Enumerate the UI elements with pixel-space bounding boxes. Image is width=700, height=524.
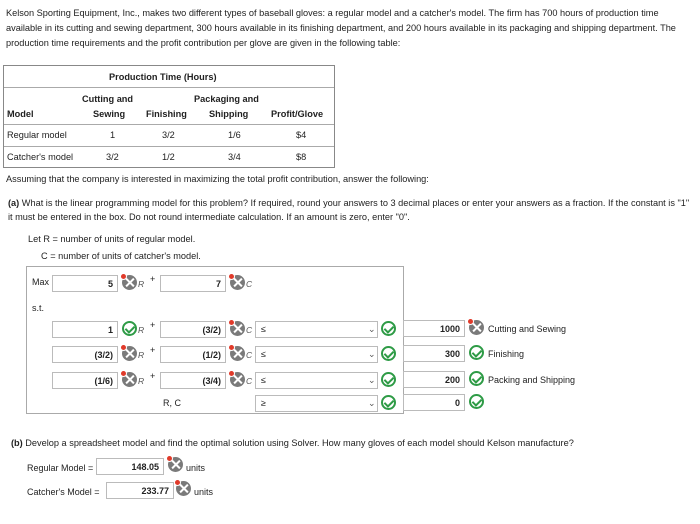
- incorrect-icon: [230, 275, 245, 290]
- constraint-2-c-input[interactable]: (1/2): [160, 346, 226, 363]
- chevron-down-icon: ⌄: [368, 324, 376, 334]
- constraint-3-r-input[interactable]: (1/6): [52, 372, 118, 389]
- incorrect-icon: [176, 481, 191, 496]
- question-a-text: What is the linear programming model for this problem? If required, round your answers to 3 decimal places or enter your answers as a fraction. If the constant is "1" it must be entered in the box. Do not round intermediate calculation. If an amount is zero, enter "0".: [8, 198, 690, 222]
- row-regular-fin: 3/2: [162, 130, 175, 140]
- catcher-model-input[interactable]: 233.77: [106, 482, 174, 499]
- nonneg-vars-label: R, C: [163, 398, 181, 408]
- constraint-1-rhs-input[interactable]: 1000: [403, 320, 465, 337]
- nonneg-operator-select[interactable]: [255, 395, 378, 412]
- objective-r-input[interactable]: 5: [52, 275, 118, 292]
- var-c-label: C: [246, 350, 253, 360]
- var-r-label: R: [138, 325, 145, 335]
- check-icon: [122, 321, 137, 336]
- chevron-down-icon: ⌄: [368, 375, 376, 385]
- header-finishing: Finishing: [146, 109, 187, 119]
- let-c-definition: C = number of units of catcher's model.: [41, 251, 201, 261]
- question-a-label: (a): [8, 198, 20, 208]
- operator-value: ≥: [261, 398, 266, 408]
- row-catcher-pack: 3/4: [228, 152, 241, 162]
- question-a: [8, 196, 692, 224]
- check-icon: [381, 395, 396, 410]
- plus-sign: +: [150, 371, 156, 381]
- var-c-label: C: [246, 279, 253, 289]
- constraint-2-operator-select[interactable]: [255, 346, 378, 363]
- constraint-3-c-input[interactable]: (3/4): [160, 372, 226, 389]
- production-table: [3, 65, 335, 168]
- constraint-3-operator-select[interactable]: [255, 372, 378, 389]
- incorrect-icon: [122, 346, 137, 361]
- assumption-text: Assuming that the company is interested in maximizing the total profit contribution, answer the following:: [6, 174, 429, 184]
- units-label: units: [194, 487, 214, 497]
- row-regular-model: Regular model: [7, 130, 67, 140]
- header-profit: Profit/Glove: [271, 109, 324, 119]
- chevron-down-icon: ⌄: [368, 398, 376, 408]
- incorrect-icon: [122, 372, 137, 387]
- row-catcher-model: Catcher's model: [7, 152, 74, 162]
- row-regular-profit: $4: [296, 130, 307, 140]
- incorrect-icon: [122, 275, 137, 290]
- regular-model-input[interactable]: 148.05: [96, 458, 164, 475]
- incorrect-icon: [230, 346, 245, 361]
- incorrect-icon: [168, 457, 183, 472]
- problem-intro: Kelson Sporting Equipment, Inc., makes two different types of baseball gloves: a regular model and a catcher's model. The firm has 700 hours of production time available in its cutting and sewing department, 300 hours available in its finishing department, and 200 hours available in its packaging and shipping department. The production time requirements and the profit contribution per glove are given in the following table:: [6, 8, 676, 48]
- incorrect-icon: [230, 321, 245, 336]
- constraint-2-name: Finishing: [488, 349, 525, 359]
- chevron-down-icon: ⌄: [368, 349, 376, 359]
- objective-c-input[interactable]: 7: [160, 275, 226, 292]
- check-icon: [381, 372, 396, 387]
- catcher-model-label: Catcher's Model =: [27, 487, 100, 497]
- header-cutting: Cutting and: [82, 94, 134, 104]
- constraint-3-name: Packing and Shipping: [488, 375, 576, 385]
- operator-value: ≤: [261, 349, 266, 359]
- var-r-label: R: [138, 279, 145, 289]
- var-c-label: C: [246, 325, 253, 335]
- question-b-label: (b): [11, 438, 23, 448]
- units-label: units: [186, 463, 206, 473]
- incorrect-icon: [469, 320, 484, 335]
- plus-sign: +: [150, 320, 156, 330]
- check-icon: [469, 345, 484, 360]
- constraint-2-r-input[interactable]: (3/2): [52, 346, 118, 363]
- check-icon: [469, 371, 484, 386]
- var-c-label: C: [246, 376, 253, 386]
- let-r-definition: Let R = number of units of regular model.: [28, 234, 196, 244]
- check-icon: [381, 321, 396, 336]
- row-regular-cut: 1: [110, 130, 116, 140]
- max-label: Max: [32, 277, 50, 287]
- constraint-2-rhs-input[interactable]: 300: [403, 345, 465, 362]
- row-catcher-profit: $8: [296, 152, 307, 162]
- check-icon: [469, 394, 484, 409]
- row-regular-pack: 1/6: [228, 130, 241, 140]
- var-r-label: R: [138, 350, 145, 360]
- nonneg-rhs-input[interactable]: 0: [403, 394, 465, 411]
- row-catcher-cut: 3/2: [106, 152, 119, 162]
- incorrect-icon: [230, 372, 245, 387]
- subject-to-label: s.t.: [32, 303, 45, 313]
- question-b: [11, 438, 574, 448]
- operator-value: ≤: [261, 375, 266, 385]
- header-model: Model: [7, 109, 34, 119]
- check-icon: [381, 346, 396, 361]
- question-b-text: Develop a spreadsheet model and find the optimal solution using Solver. How many gloves of each model should Kelson manufacture?: [25, 438, 574, 448]
- constraint-1-operator-select[interactable]: [255, 321, 378, 338]
- table-group-header: Production Time (Hours): [109, 72, 217, 82]
- constraint-1-name: Cutting and Sewing: [488, 324, 567, 334]
- regular-model-label: Regular Model =: [27, 463, 94, 473]
- constraint-1-c-input[interactable]: (3/2): [160, 321, 226, 338]
- header-shipping: Shipping: [209, 109, 249, 119]
- plus-sign: +: [150, 274, 156, 284]
- lp-model-box: [26, 266, 404, 414]
- plus-sign: +: [150, 345, 156, 355]
- var-r-label: R: [138, 376, 145, 386]
- row-catcher-fin: 1/2: [162, 152, 175, 162]
- header-sewing: Sewing: [93, 109, 126, 119]
- constraint-1-r-input[interactable]: 1: [52, 321, 118, 338]
- constraint-3-rhs-input[interactable]: 200: [403, 371, 465, 388]
- operator-value: ≤: [261, 324, 266, 334]
- header-packaging: Packaging and: [194, 94, 259, 104]
